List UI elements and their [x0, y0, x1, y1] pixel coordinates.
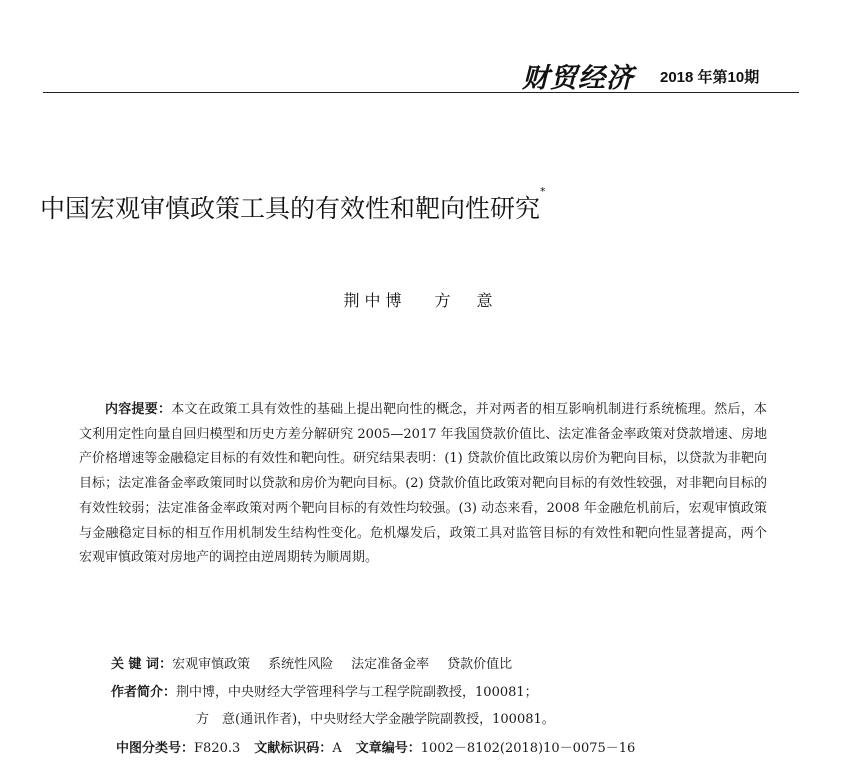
author-name: 荆中博	[343, 291, 407, 310]
issue-number: 2018 年第10期	[660, 69, 760, 86]
abstract-text: 本文在政策工具有效性的基础上提出靶向性的概念，并对两者的相互影响机制进行系统梳理。然后，本文利用定性向量自回归模型和历史方差分解研究 2005—2017 年我国贷款价值比、法定准备金率政策对贷款增速、房地产价格增速等金融稳定目标的有效性和靶向性。研究结果表明：(1) 贷款价值比政策以房价为靶向目标，以贷款为非靶向目标；法定准备金率政策同时以贷款和房价为靶向目标。(2) 贷款价值比政策对靶向目标的有效性较强，对非靶向目标的有效性较弱；法定准备金率政策对两个靶向目标的有效性均较强。(3) 动态来看，2008 年金融危机前后，宏观审慎政策与金融稳定目标的相互作用机制发生结构性变化。危机爆发后，政策工具对监管目标的有效性和靶向性显著提高，两个宏观审慎政策对房地产的调控由逆周期转为顺周期。	[79, 402, 767, 566]
author-info-text: 方 意(通讯作者)，中央财经大学金融学院副教授，100081。	[196, 712, 555, 727]
paper-title	[40, 185, 800, 225]
author-name: 方 意	[434, 291, 498, 310]
article-no-label: 文章编号	[355, 741, 408, 756]
abstract-label: 内容提要	[105, 402, 158, 417]
abstract: 内容提要：本文在政策工具有效性的基础上提出靶向性的概念，并对两者的相互影响机制进行系统梳理。然后，本文利用定性向量自回归模型和历史方差分解研究 2005—2017 年我国贷款价值比、法定准备金率政策对贷款增速、房地产价格增速等金融稳定目标的有效性和靶向性。研究结果表明：(1) 贷款价值比政策以房价为靶向目标，以贷款为非靶向目标；法定准备金率政策同时以贷款和房价为靶向目标。(2) 贷款价值比政策对靶向目标的有效性较强，对非靶向目标的有效性较弱；法定准备金率政策对两个靶向目标的有效性均较强。(3) 动态来看，2008 年金融危机前后，宏观审慎政策与金融稳定目标的相互作用机制发生结构性变化。危机爆发后，政策工具对监管目标的有效性和靶向性显著提高，两个宏观审慎政策对房地产的调控由逆周期转为顺周期。	[79, 402, 767, 566]
author-info-label: 作者简介	[111, 685, 164, 700]
title-footnote-mark: *	[540, 185, 546, 198]
classification-line: 中图分类号：F820.3 文献标识码：A 文章编号：1002－8102(2018)10－0075－16	[116, 741, 636, 756]
author-list	[0, 288, 841, 311]
keyword: 法定准备金率	[351, 657, 430, 672]
doc-code-label: 文献标识码	[254, 741, 320, 756]
doc-code-value: A	[332, 741, 342, 756]
author-info-text: 荆中博，中央财经大学管理科学与工程学院副教授，100081；	[176, 685, 538, 700]
keywords-line: 关 键 词：宏观审慎政策 系统性风险 法定准备金率 贷款价值比	[111, 657, 513, 672]
keyword: 宏观审慎政策	[172, 657, 251, 672]
clc-label: 中图分类号	[116, 741, 182, 756]
author-info-line	[196, 708, 555, 727]
article-no-value: 1002－8102(2018)10－0075－16	[420, 741, 636, 756]
keywords-label: 关 键 词	[111, 657, 160, 672]
header-divider	[43, 92, 799, 93]
journal-logo: 财贸经济	[522, 63, 634, 94]
keyword: 贷款价值比	[447, 657, 513, 672]
keyword: 系统性风险	[268, 657, 334, 672]
author-info-line: 作者简介：荆中博，中央财经大学管理科学与工程学院副教授，100081；	[111, 685, 538, 700]
clc-value: F820.3	[194, 741, 241, 756]
paper-title-text: 中国宏观审慎政策工具的有效性和靶向性研究	[40, 194, 541, 223]
